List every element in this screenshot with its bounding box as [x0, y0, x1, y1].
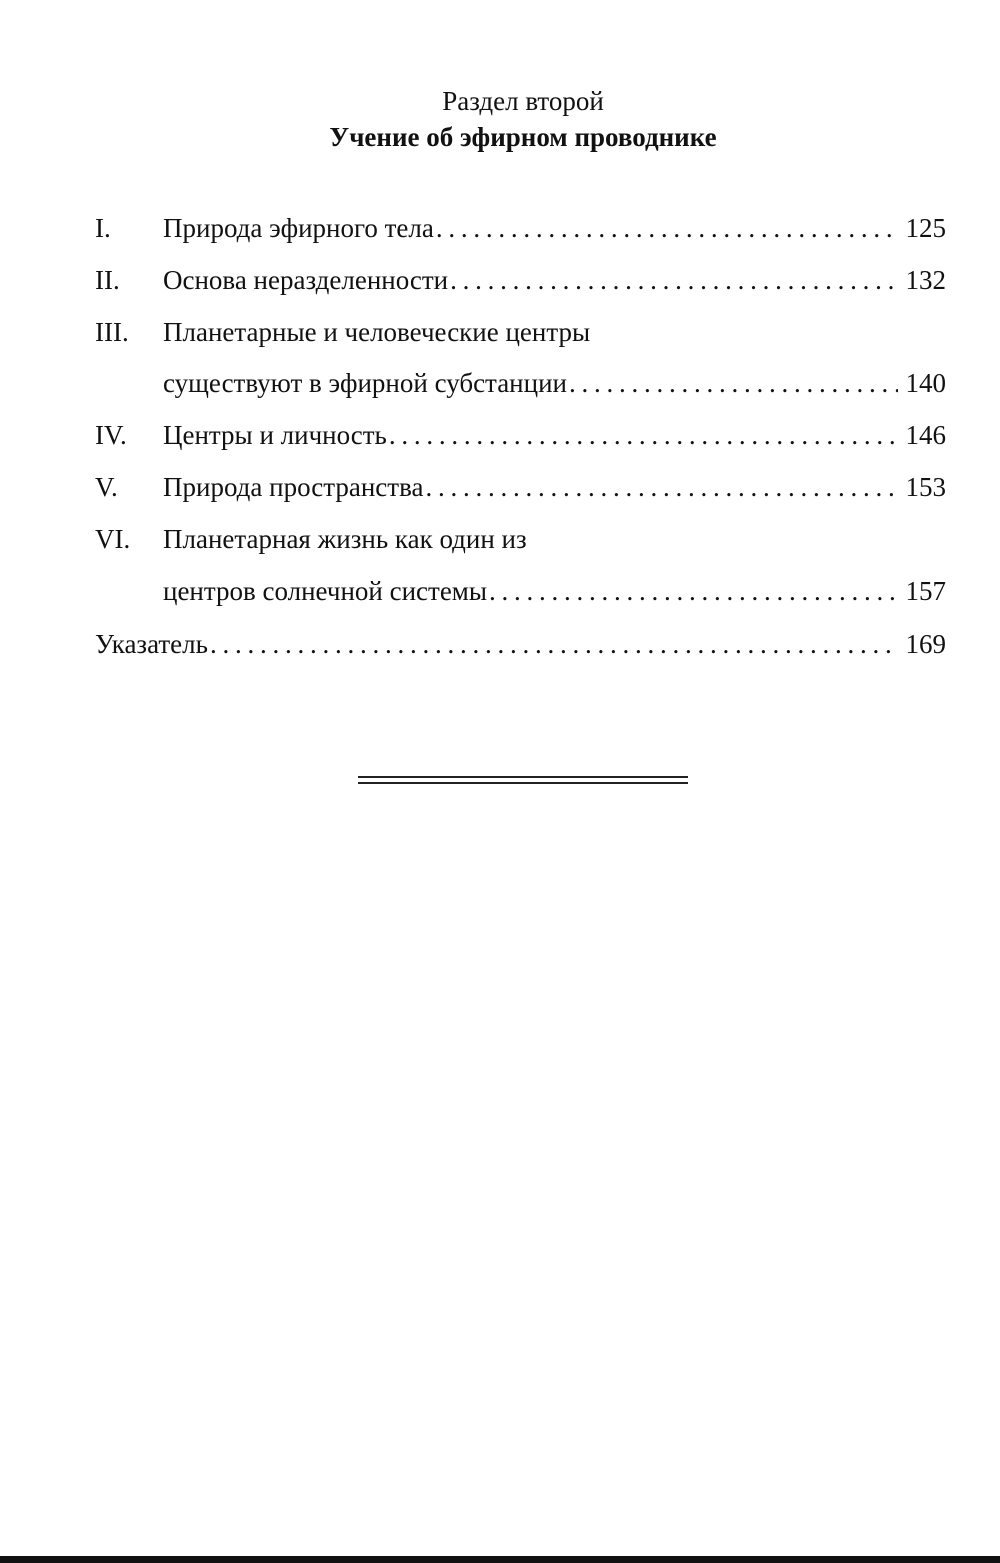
- index-page: 169: [905, 629, 946, 659]
- toc-entry-continuation: [95, 571, 946, 611]
- entry-number: V.: [95, 472, 118, 502]
- entry-page: 132: [905, 265, 946, 295]
- section-label: Раздел второй: [442, 86, 604, 116]
- entry-page: 146: [905, 420, 946, 450]
- toc-entry: [95, 415, 946, 455]
- leader-dots: [487, 571, 897, 611]
- index-title: Указатель: [95, 629, 208, 659]
- entry-title: Планетарные и человеческие центры: [163, 317, 591, 347]
- entry-number: III.: [95, 317, 129, 347]
- entry-title-line2: существуют в эфирной субстанции: [163, 368, 567, 398]
- entry-page: 125: [905, 213, 946, 243]
- entry-page: 153: [905, 472, 946, 502]
- toc-entry: [95, 260, 946, 300]
- toc-entry: [95, 312, 946, 352]
- leader-dots: [208, 624, 898, 664]
- toc-entry: [95, 467, 946, 507]
- entry-title: Планетарная жизнь как один из: [163, 524, 527, 554]
- leader-dots: [434, 208, 898, 248]
- double-rule-bottom: [358, 782, 688, 784]
- leader-dots: [387, 415, 898, 455]
- toc-entry-continuation: [95, 363, 946, 403]
- entry-title: Природа эфирного тела: [163, 213, 434, 243]
- entry-title: Основа неразделенности: [163, 265, 449, 295]
- toc-entry: [95, 519, 946, 559]
- section-title: Учение об эфирном проводнике: [329, 122, 717, 152]
- entry-page: 140: [905, 368, 946, 398]
- entry-number: IV.: [95, 420, 127, 450]
- scan-edge: [0, 1556, 1000, 1563]
- leader-dots: [567, 363, 898, 403]
- leader-dots: [423, 467, 897, 507]
- entry-number: I.: [95, 213, 111, 243]
- toc-index-entry: [95, 624, 946, 664]
- entry-title: Природа пространства: [163, 472, 424, 502]
- toc-entry: [95, 208, 946, 248]
- entry-number: VI.: [95, 524, 131, 554]
- double-rule-top: [358, 776, 688, 778]
- entry-title-line2: центров солнечной системы: [163, 576, 488, 606]
- entry-title: Центры и личность: [163, 420, 387, 450]
- leader-dots: [448, 260, 897, 300]
- entry-number: II.: [95, 265, 120, 295]
- entry-page: 157: [905, 576, 946, 606]
